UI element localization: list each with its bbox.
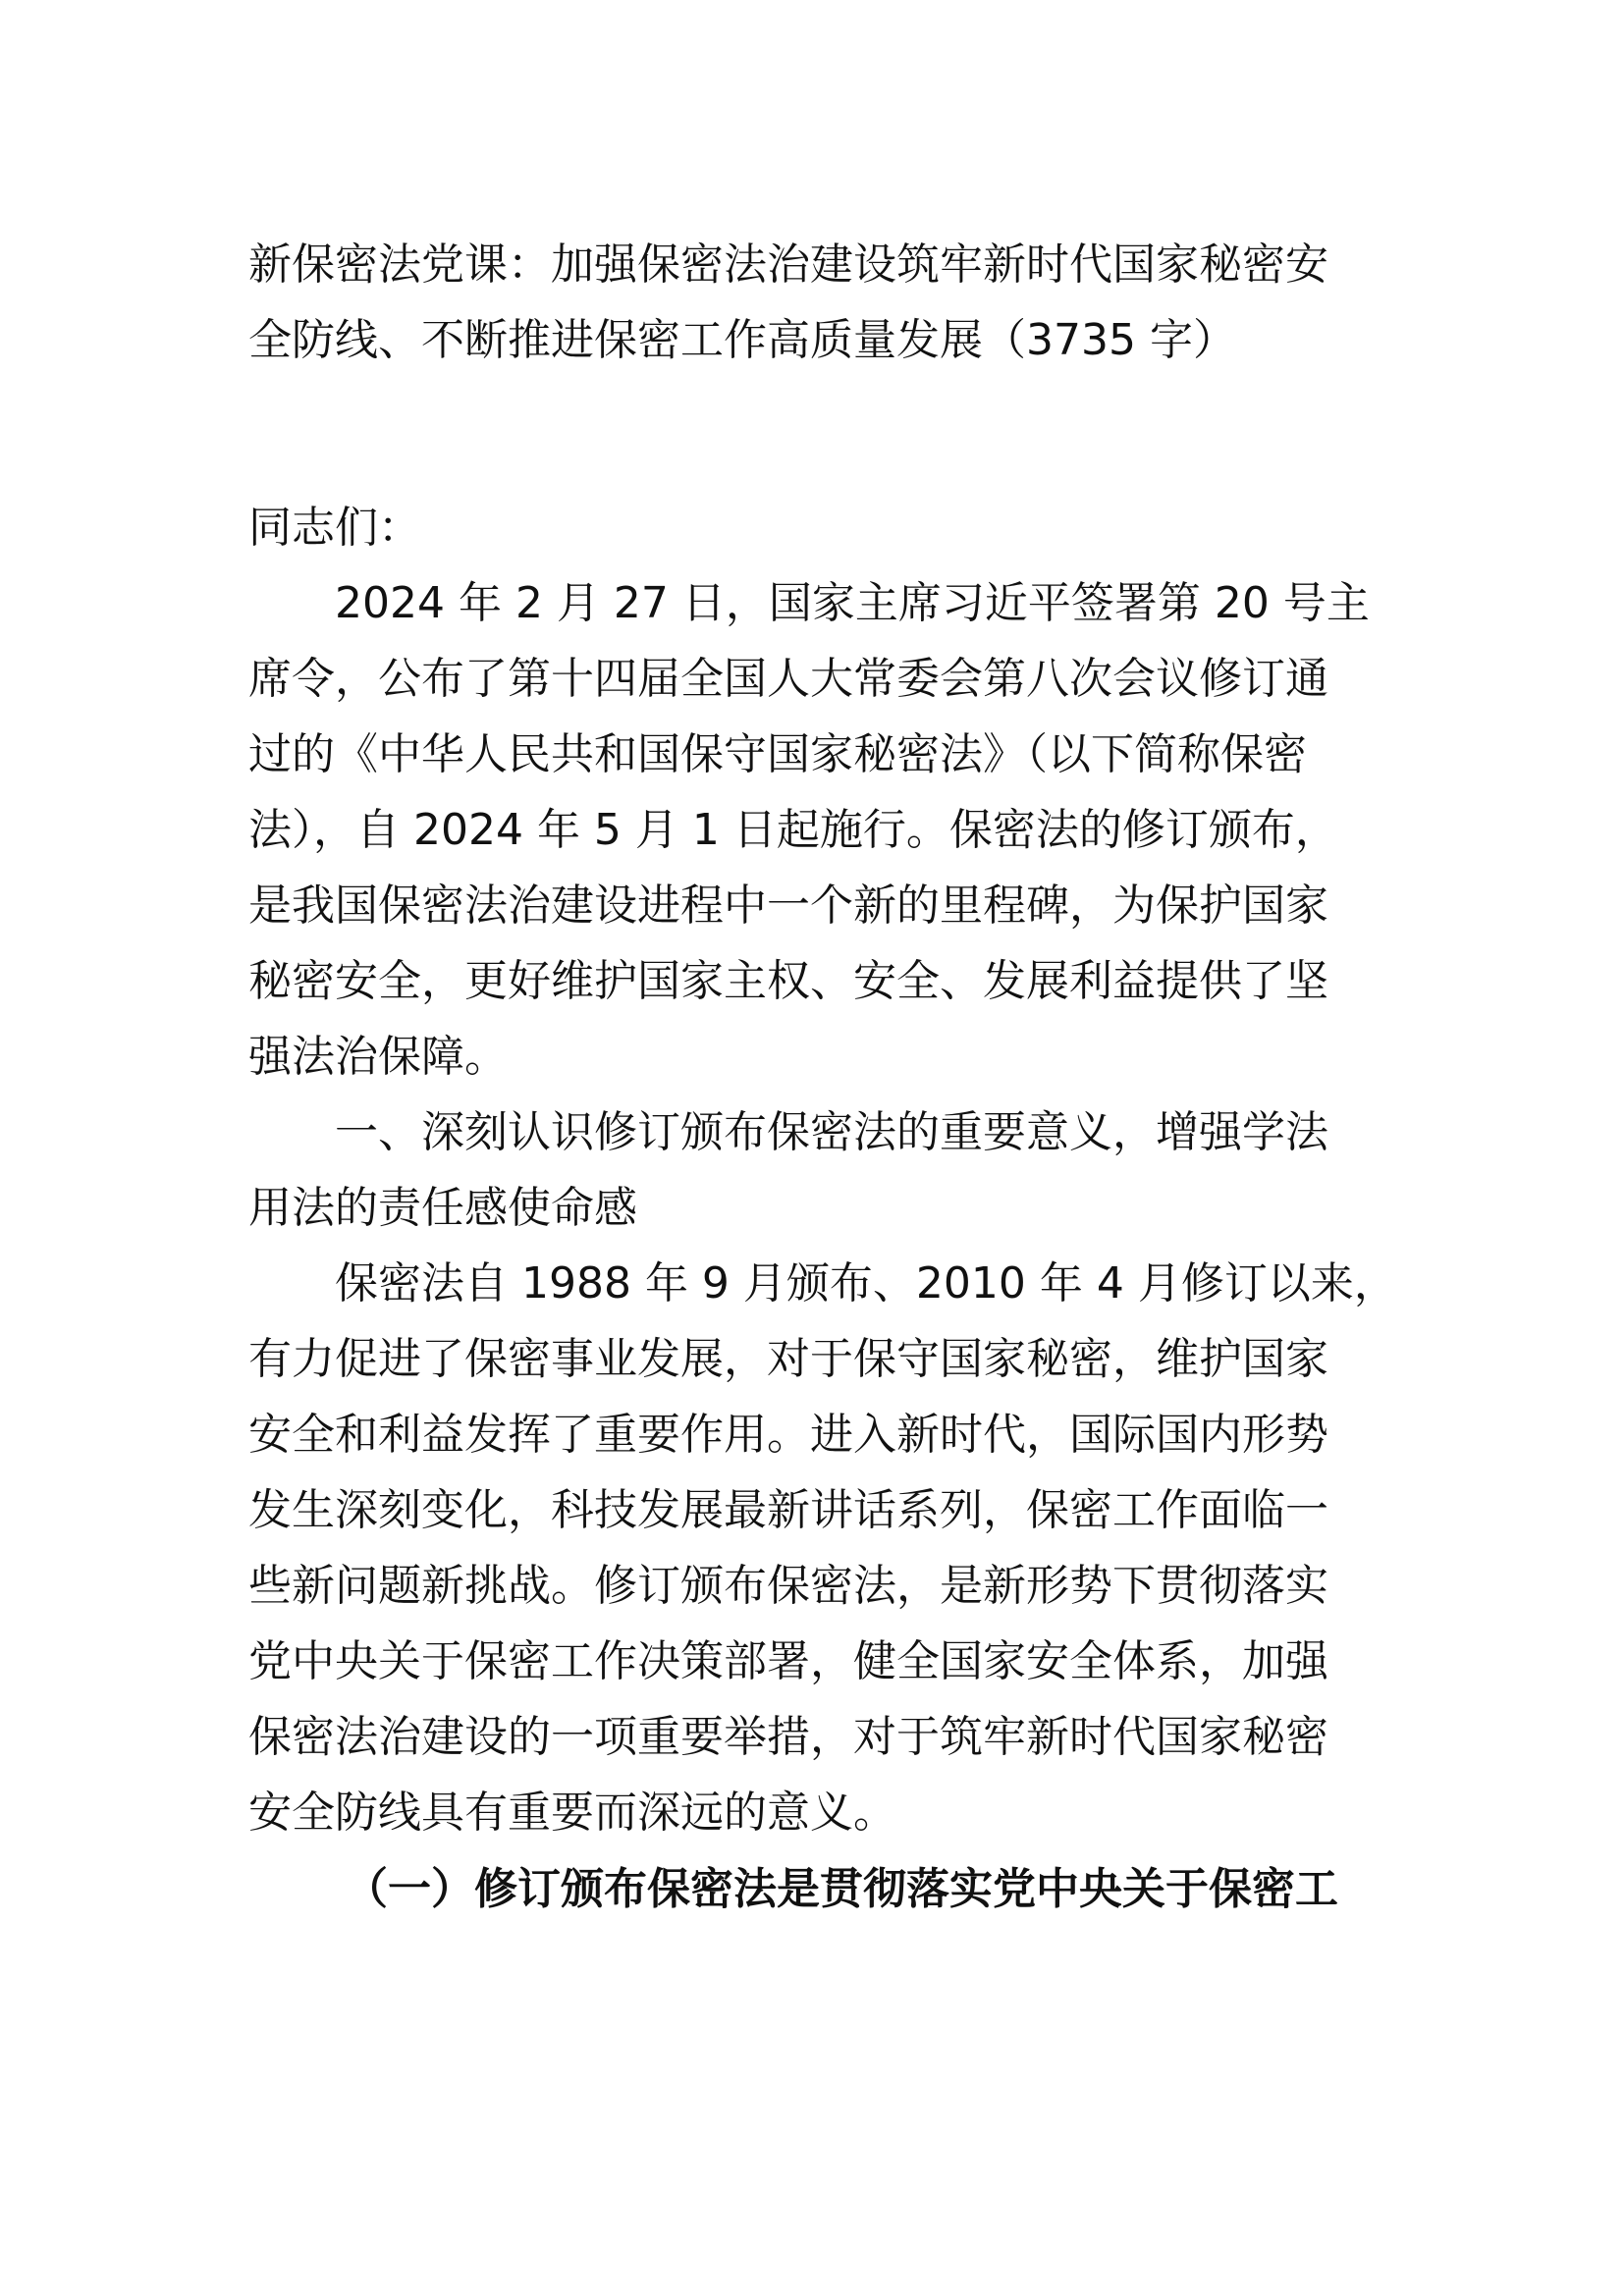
salutation: 同志们： — [248, 503, 421, 553]
subheading: （一）修订颁布保密法是贯彻落实党中央关于保密工 — [345, 1864, 1338, 1914]
paragraph-2-line-6: 党中央关于保密工作决策部署，健全国家安全体系，加强 — [248, 1636, 1328, 1686]
paragraph-2-line-1: 保密法自 1988 年 9 月颁布、2010 年 4 月修订以来， — [335, 1258, 1397, 1308]
section-heading-line-2: 用法的责任感使命感 — [248, 1183, 637, 1233]
paragraph-1-line-3: 过的《中华人民共和国保守国家秘密法》（以下简称保密 — [248, 729, 1307, 779]
paragraph-2-line-5: 些新问题新挑战。修订颁布保密法，是新形势下贯彻落实 — [248, 1561, 1328, 1611]
section-heading-line-1: 一、深刻认识修订颁布保密法的重要意义，增强学法 — [335, 1107, 1328, 1157]
paragraph-2-line-8: 安全防线具有重要而深远的意义。 — [248, 1788, 896, 1838]
paragraph-2-line-7: 保密法治建设的一项重要举措，对于筑牢新时代国家秘密 — [248, 1712, 1328, 1762]
paragraph-2-line-4: 发生深刻变化，科技发展最新讲话系列，保密工作面临一 — [248, 1485, 1328, 1535]
title-line-1: 新保密法党课：加强保密法治建设筑牢新时代国家秘密安 — [248, 240, 1328, 290]
paragraph-1-line-1: 2024 年 2 月 27 日，国家主席习近平签署第 20 号主 — [335, 578, 1370, 628]
paragraph-2-line-2: 有力促进了保密事业发展，对于保守国家秘密，维护国家 — [248, 1334, 1328, 1384]
paragraph-1-line-2: 席令，公布了第十四届全国人大常委会第八次会议修订通 — [248, 654, 1328, 704]
paragraph-1-line-4: 法），自 2024 年 5 月 1 日起施行。保密法的修订颁布， — [248, 805, 1338, 855]
paragraph-2-line-3: 安全和利益发挥了重要作用。进入新时代，国际国内形势 — [248, 1410, 1328, 1460]
title-line-2: 全防线、不断推进保密工作高质量发展（3735 字） — [248, 315, 1236, 365]
paragraph-1-line-7: 强法治保障。 — [248, 1032, 508, 1082]
paragraph-1-line-5: 是我国保密法治建设进程中一个新的里程碑，为保护国家 — [248, 881, 1328, 931]
paragraph-1-line-6: 秘密安全，更好维护国家主权、安全、发展利益提供了坚 — [248, 956, 1328, 1006]
